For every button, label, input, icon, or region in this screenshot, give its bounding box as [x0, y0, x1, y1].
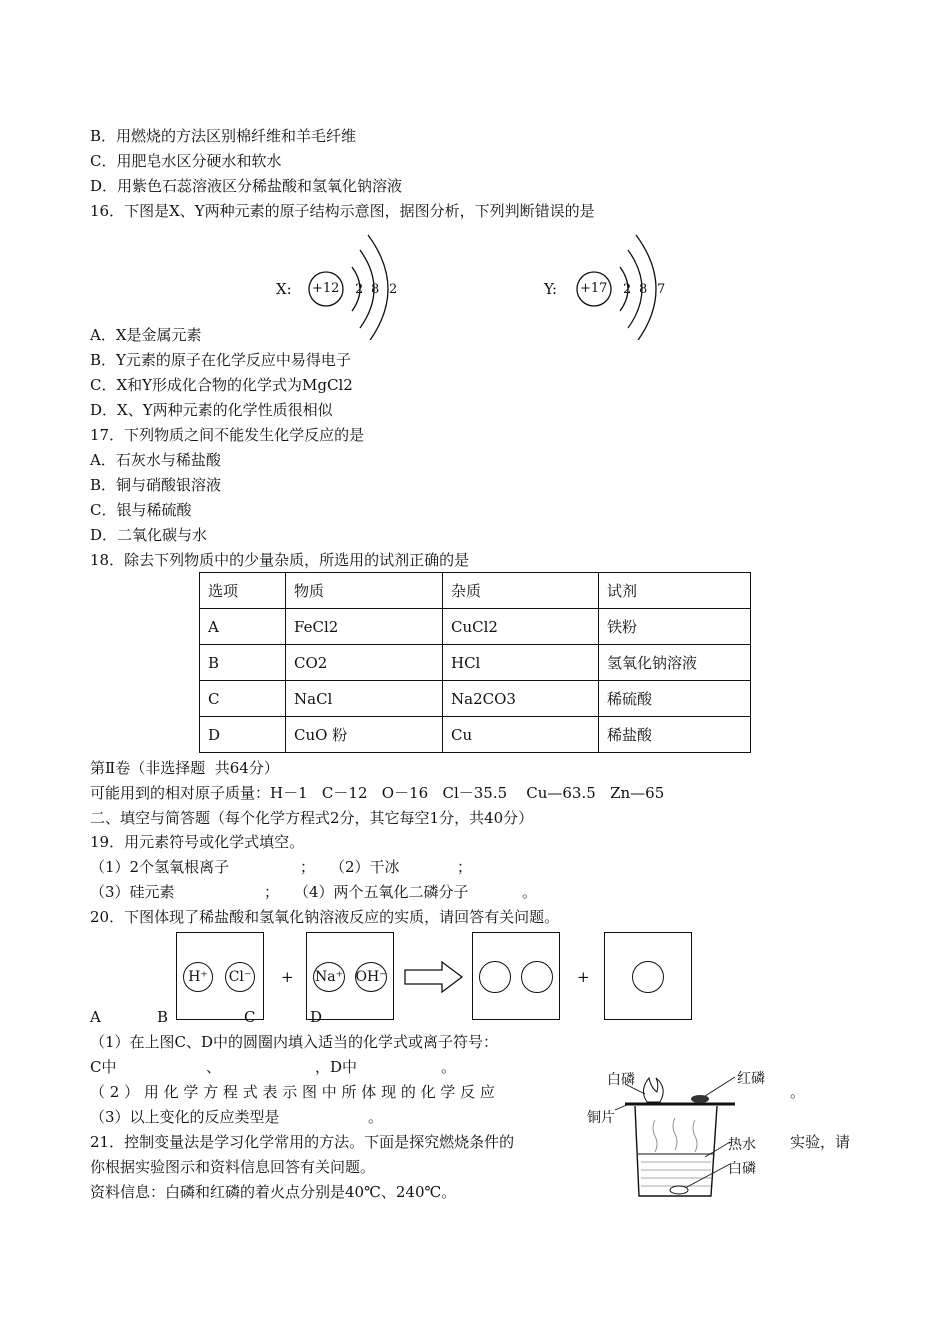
atom-y-label: Y: — [544, 280, 558, 298]
table-cell: C — [200, 681, 286, 717]
table-cell: A — [200, 609, 286, 645]
table-row — [200, 717, 751, 753]
table-cell: B — [200, 645, 286, 681]
q20-q2-end: 。 — [790, 1083, 806, 1101]
q16-option-a: A．X是金属元素 — [90, 326, 202, 344]
reaction-arrow-icon — [404, 960, 464, 994]
atom-diagram-x — [270, 230, 410, 340]
table-cell: 稀盐酸 — [599, 717, 751, 753]
q16-stem: 16．下图是X、Y两种元素的原子结构示意图，据图分析，下列判断错误的是 — [90, 202, 595, 220]
q16-option-c: C．X和Y形成化合物的化学式为MgCl2 — [90, 376, 353, 394]
table-cell: CuO 粉 — [286, 717, 443, 753]
table-cell: Cu — [443, 717, 599, 753]
nucleus-x: +12 — [312, 281, 340, 296]
label-hot-water: 热水 — [728, 1137, 756, 1153]
combustion-experiment-figure — [585, 1062, 785, 1202]
blank-circle-c1 — [479, 961, 511, 993]
label-white-phosphorus-bottom: 白磷 — [728, 1161, 756, 1177]
table-row — [200, 609, 751, 645]
q19-semicolon-3: ； — [264, 883, 280, 901]
table-cell: D — [200, 717, 286, 753]
q16-option-b: B．Y元素的原子在化学反应中易得电子 — [90, 351, 351, 369]
nucleus-y: +17 — [580, 281, 608, 296]
q20-stem: 20．下图体现了稀盐酸和氢氧化钠溶液反应的实质，请回答有关问题。 — [90, 908, 560, 926]
table-cell: 稀硫酸 — [599, 681, 751, 717]
label-white-phosphorus-top: 白磷 — [607, 1072, 635, 1088]
ion-na: Na⁺ — [313, 962, 345, 992]
q20-question-3: （3）以上变化的反应类型是 — [90, 1108, 280, 1126]
table-row — [200, 645, 751, 681]
q21-line-1-tail: 实验，请 — [790, 1133, 851, 1151]
atomic-masses: 可能用到的相对原子质量：H－1 C－12 O－16 Cl－35.5 Cu—63.5 Zn—65 — [90, 784, 665, 802]
q17-option-d: D．二氧化碳与水 — [90, 526, 208, 544]
blank-circle-d — [632, 961, 664, 993]
reagent-table — [199, 572, 751, 753]
label-red-phosphorus: 红磷 — [737, 1071, 765, 1087]
label-c: C — [244, 1008, 256, 1026]
q20-q1-c: C中 — [90, 1058, 117, 1076]
q20-question-2: （ 2 ） 用 化 学 方 程 式 表 示 图 中 所 体 现 的 化 学 反 应 — [90, 1083, 495, 1101]
q19-part4: （4）两个五氧化二磷分子 — [294, 883, 469, 901]
table-cell: CuCl2 — [443, 609, 599, 645]
q17-stem: 17．下列物质之间不能发生化学反应的是 — [90, 426, 365, 444]
table-cell: NaCl — [286, 681, 443, 717]
table-cell: HCl — [443, 645, 599, 681]
plus-sign-2: + — [577, 968, 590, 986]
table-row — [200, 681, 751, 717]
q19-part3: （3）硅元素 — [90, 883, 175, 901]
section2-title: 第Ⅱ卷（非选择题 共64分） — [90, 759, 279, 777]
q21-line-3: 资料信息：白磷和红磷的着火点分别是40℃、240℃。 — [90, 1183, 457, 1201]
label-a: A — [90, 1008, 101, 1026]
option-b: B．用燃烧的方法区别棉纤维和羊毛纤维 — [90, 127, 357, 145]
q17-option-b: B．铜与硝酸银溶液 — [90, 476, 222, 494]
blank-circle-c2 — [521, 961, 553, 993]
q20-q1-d: ，D中 — [315, 1058, 358, 1076]
table-cell: 氢氧化钠溶液 — [599, 645, 751, 681]
q21-line-2: 你根据实验图示和资料信息回答有关问题。 — [90, 1158, 376, 1176]
q20-q1-end: 。 — [441, 1058, 457, 1076]
q19-period: 。 — [522, 883, 538, 901]
label-copper-plate: 铜片 — [587, 1110, 615, 1126]
q19-semicolon-2: ； — [457, 858, 473, 876]
shell-y-2: 8 — [639, 282, 648, 297]
q20-q3-end: 。 — [368, 1108, 384, 1126]
ion-h: H⁺ — [183, 962, 213, 992]
table-cell: FeCl2 — [286, 609, 443, 645]
q21-line-1: 21．控制变量法是学习化学常用的方法。下面是探究燃烧条件的 — [90, 1133, 515, 1151]
q18-stem: 18．除去下列物质中的少量杂质，所选用的试剂正确的是 — [90, 551, 470, 569]
table-header: 试剂 — [599, 573, 751, 609]
q16-option-d: D．X、Y两种元素的化学性质很相似 — [90, 401, 333, 419]
q17-option-c: C．银与稀硫酸 — [90, 501, 192, 519]
q17-option-a: A．石灰水与稀盐酸 — [90, 451, 221, 469]
label-b: B — [157, 1008, 169, 1026]
table-header: 物质 — [286, 573, 443, 609]
shell-y-3: 7 — [657, 282, 666, 297]
atom-x-label: X: — [276, 280, 292, 298]
table-header: 选项 — [200, 573, 286, 609]
table-header-row — [200, 573, 751, 609]
q19-part2: （2）干冰 — [330, 858, 400, 876]
label-d: D — [310, 1008, 323, 1026]
q19-semicolon-1: ； — [300, 858, 316, 876]
ion-cl: Cl⁻ — [225, 962, 255, 992]
atom-diagram-y — [538, 230, 678, 340]
box-d-blank — [604, 932, 692, 1020]
table-cell: Na2CO3 — [443, 681, 599, 717]
ion-oh: OH⁻ — [355, 962, 387, 992]
q20-question-1: （1）在上图C、D中的圆圈内填入适当的化学式或离子符号： — [90, 1033, 499, 1051]
q19-stem: 19．用元素符号或化学式填空。 — [90, 833, 305, 851]
shell-y-1: 2 — [623, 282, 632, 297]
q20-q1-sep: 、 — [206, 1058, 222, 1076]
option-c: C．用肥皂水区分硬水和软水 — [90, 152, 282, 170]
shell-x-2: 8 — [371, 282, 380, 297]
option-d: D．用紫色石蕊溶液区分稀盐酸和氢氧化钠溶液 — [90, 177, 403, 195]
section2-heading: 二、填空与简答题（每个化学方程式2分，其它每空1分，共40分） — [90, 809, 534, 827]
shell-x-1: 2 — [355, 282, 364, 297]
box-c-blank — [472, 932, 560, 1020]
plus-sign-1: + — [281, 968, 294, 986]
shell-x-3: 2 — [389, 282, 398, 297]
table-cell: 铁粉 — [599, 609, 751, 645]
q19-part1: （1）2个氢氧根离子 — [90, 858, 230, 876]
table-header: 杂质 — [443, 573, 599, 609]
table-cell: CO2 — [286, 645, 443, 681]
